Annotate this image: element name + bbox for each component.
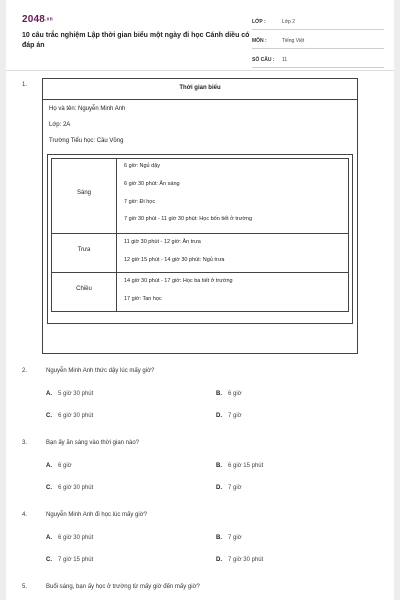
meta-row-subject (252, 33, 384, 49)
answer-option-c[interactable]: C. 7 giờ 15 phút (46, 557, 94, 563)
answer-option-a[interactable]: A. 6 giờ 30 phút (46, 535, 94, 541)
answer-option-d[interactable]: D. 7 giờ 30 phút (216, 557, 264, 563)
question-text: Bạn ấy ăn sáng vào thời gian nào? (46, 440, 140, 446)
question-text: Buổi sáng, bạn ấy học ở trường từ mấy giờ đến mấy giờ? (46, 584, 200, 590)
meta-label: LỚP : (252, 18, 266, 25)
schedule-row-morning (51, 158, 349, 234)
activity-item: 14 giờ 30 phút - 17 giờ: Học ba tiết ở trường (124, 278, 233, 284)
document-title: 10 câu trắc nghiệm Lập thời gian biểu một ngày đi học Cánh diều có đáp án (22, 32, 250, 49)
answer-option-d[interactable]: D. 7 giờ (216, 485, 242, 491)
question-text: Nguyễn Minh Anh đi học lúc mấy giờ? (46, 512, 147, 518)
question-number: 4. (22, 512, 28, 518)
period-label: Chiều (76, 286, 92, 292)
answer-option-d[interactable]: D. 7 giờ (216, 413, 242, 419)
site-logo[interactable]: 2048.vn (22, 14, 53, 25)
activity-item: 17 giờ: Tan học (124, 296, 162, 302)
activity-item: 7 giờ 30 phút - 11 giờ 30 phút: Học bốn tiết ở trường (124, 216, 253, 222)
period-label: Trưa (77, 247, 91, 253)
activity-item: 12 giờ 15 phút - 14 giờ 30 phút: Ngủ trưa (124, 257, 225, 263)
student-name: Họ và tên: Nguyễn Minh Anh (49, 106, 126, 112)
meta-info (252, 14, 384, 71)
timetable-title: Thời gian biểu (179, 85, 221, 91)
answer-option-c[interactable]: C. 6 giờ 30 phút (46, 485, 94, 491)
header-divider (6, 70, 394, 71)
meta-value: Lớp 2 (282, 18, 296, 25)
question-number: 1. (22, 82, 28, 88)
activity-item: 6 giờ: Ngủ dậy (124, 163, 161, 169)
student-class: Lớp: 2A (49, 122, 71, 128)
activity-item: 6 giờ 30 phút: Ăn sáng (124, 181, 180, 187)
answer-option-b[interactable]: B. 7 giờ (216, 535, 242, 541)
meta-value: 11 (282, 56, 288, 63)
question-number: 5. (22, 584, 28, 590)
meta-value: Tiếng Việt (282, 37, 305, 44)
meta-row-count (252, 52, 384, 68)
schedule-table (47, 154, 353, 324)
period-label: Sáng (76, 190, 91, 196)
student-school: Trường Tiểu học: Cầu Vồng (49, 138, 124, 144)
meta-label: SỐ CÂU : (252, 56, 275, 63)
activity-item: 7 giờ: Đi học (124, 199, 156, 205)
schedule-row-noon (51, 233, 349, 273)
meta-label: MÔN : (252, 37, 267, 44)
schedule-row-afternoon (51, 272, 349, 312)
activity-item: 11 giờ 30 phút - 12 giờ: Ăn trưa (124, 239, 201, 245)
answer-option-b[interactable]: B. 6 giờ 15 phút (216, 463, 264, 469)
answer-option-a[interactable]: A. 6 giờ (46, 463, 72, 469)
worksheet-page (6, 0, 394, 600)
meta-row-class (252, 14, 384, 30)
answer-option-b[interactable]: B. 6 giờ (216, 391, 242, 397)
answer-option-a[interactable]: A. 5 giờ 30 phút (46, 391, 94, 397)
title-divider (43, 99, 357, 100)
question-number: 3. (22, 440, 28, 446)
answer-option-c[interactable]: C. 6 giờ 30 phút (46, 413, 94, 419)
timetable-frame (42, 78, 358, 354)
question-text: Nguyễn Minh Anh thức dậy lúc mấy giờ? (46, 368, 155, 374)
question-number: 2. (22, 368, 28, 374)
